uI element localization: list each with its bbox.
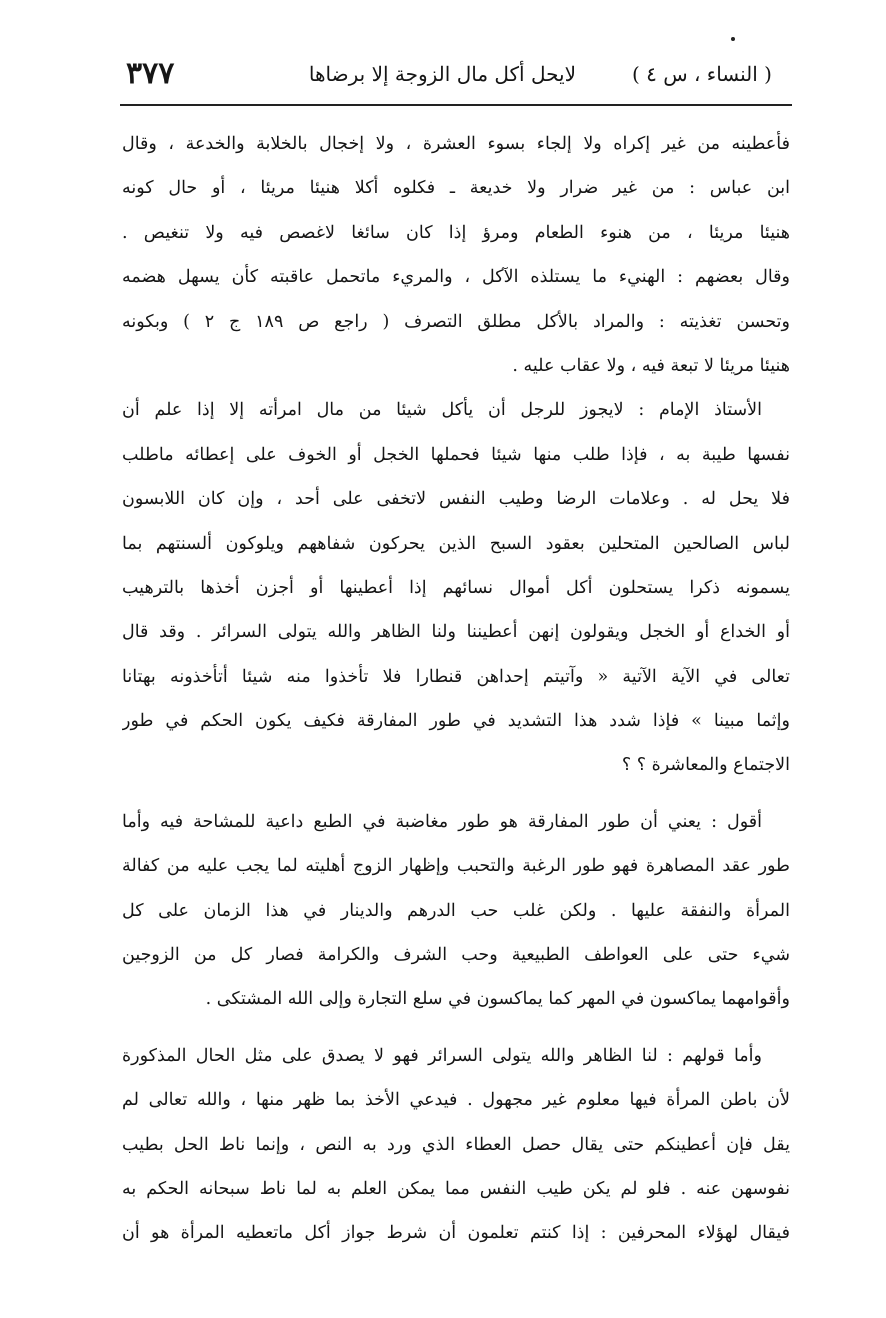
surah-reference: ( النساء ، س ٤ ) <box>631 62 772 86</box>
text-line: المرأة والنفقة عليها . ولكن غلب حب الدرهم والدينار في هذا الزمان على كل <box>122 900 790 921</box>
text-line: لأن باطن المرأة فيها معلوم غير مجهول . فيدعي الأخذ بما ظهر منها ، والله تعالى لم <box>122 1090 790 1111</box>
text-line: هنيئا مريئا لا تبعة فيه ، ولا عقاب عليه . <box>512 355 790 376</box>
text-line: شيء حتى على العواطف الطبيعية وحب الشرف والكرامة فصار كل من الزوجين <box>122 945 790 966</box>
text-line: فيقال لهؤلاء المحرفين : إذا كنتم تعلمون أن شرط جواز أكل ماتعطيه المرأة هو أن <box>122 1223 790 1244</box>
text-line: الأستاذ الإمام : لايجوز للرجل أن يأكل شيئا من مال امرأته إلا إذا علم أن <box>122 400 762 421</box>
running-title: لايحل أكل مال الزوجة إلا برضاها <box>308 62 576 86</box>
text-line: وقال بعضهم : الهنيء ما يستلذه الآكل ، والمريء ماتحمل عاقبته كأن يسهل هضمه <box>122 267 790 288</box>
text-line: تعالى في الآية الآتية « وآتيتم إحداهن قنطارا فلا تأخذوا منه شيئا أتأخذونه بهتانا <box>122 666 790 687</box>
header-rule <box>120 104 792 106</box>
text-line: وأما قولهم : لنا الظاهر والله يتولى السرائر فهو لا يصدق على مثل الحال المذكورة <box>122 1045 762 1066</box>
text-line: أو الخداع أو الخجل ويقولون إنهن أعطيننا ولنا الظاهر والله يتولى السرائر . وقد قال <box>122 622 790 643</box>
page-number: ٣٧٧ <box>126 56 175 91</box>
ink-speck <box>731 37 735 41</box>
text-line: يقل فإن أعطينكم حتى يقال حصل العطاء الذي ورد به النص ، وإنما ناط الحل بطيب <box>122 1134 790 1155</box>
text-line: هنيئا مريئا ، من هنوء الطعام ومرؤ إذا كان سائغا لاغصص فيه ولا تنغيص . <box>122 222 790 243</box>
text-line: طور عقد المصاهرة فهو طور الرغبة والتحبب وإظهار الزوج أهليته لما يجب عليه من كفالة <box>122 856 790 877</box>
text-line: ابن عباس : من غير ضرار ولا خديعة ـ فكلوه أكلا هنيئا مريئا ، أو حال كونه <box>122 178 790 199</box>
text-line: فأعطينه من غير إكراه ولا إلجاء بسوء العشرة ، ولا إخجال بالخلابة والخدعة ، وقال <box>122 134 790 154</box>
text-line: نفوسهن عنه . فلو لم يكن طيب النفس مما يمكن العلم به لما ناط سبحانه الحكم به <box>122 1178 790 1199</box>
text-line: نفسها طيبة به ، فإذا طلب منها شيئا فحملها الخجل أو الخوف على إعطائه ماطلب <box>122 444 790 465</box>
text-line: الاجتماع والمعاشرة ؟ ؟ <box>621 755 790 776</box>
text-line: لباس الصالحين المتحلين بعقود السبح الذين يحركون شفاههم ويلوكون ألسنتهم بما <box>122 533 790 554</box>
text-line: يسمونه ذكرا يستحلون أكل أموال نسائهم إذا أعطينها أو أجزن أخذها بالترهيب <box>122 577 790 598</box>
page-header <box>120 56 780 104</box>
text-line: وأقوامهما يماكسون في المهر كما يماكسون في سلع التجارة وإلى الله المشتكى . <box>205 989 790 1010</box>
text-line: فلا يحل له . وعلامات الرضا وطيب النفس لاتخفى على أحد ، وإن كان اللابسون <box>122 489 790 510</box>
page-body <box>122 122 790 1256</box>
text-line: وتحسن تغذيته : والمراد بالأكل مطلق التصرف ( راجع ص ١٨٩ ج ٢ ) وبكونه <box>122 311 790 332</box>
text-line: أقول : يعني أن طور المفارقة هو طور مغاضبة في الطبع داعية للمشاحة فيه وأما <box>122 811 762 832</box>
text-line: وإثما مبينا » فإذا شدد هذا التشديد في طور المفارقة فكيف يكون الحكم في طور <box>122 711 790 732</box>
